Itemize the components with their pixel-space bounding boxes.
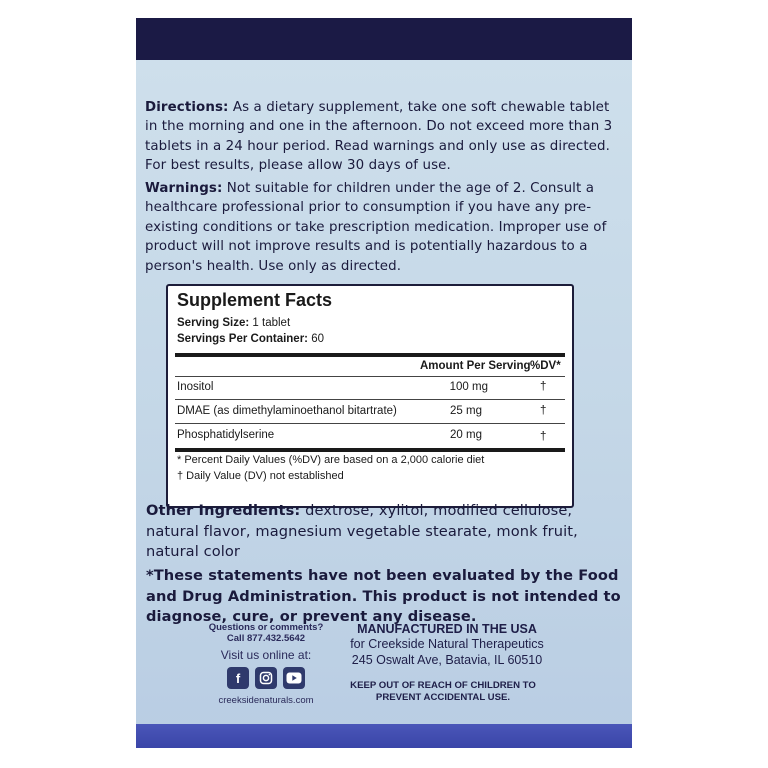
other-ingredients-label: Other Ingredients: <box>146 502 301 519</box>
warnings-paragraph <box>145 179 625 276</box>
serving-size <box>177 317 290 329</box>
supplement-facts-panel <box>166 284 574 508</box>
serving-size-label: Serving Size: <box>177 317 250 329</box>
fda-disclaimer: *These statements have not been evaluated by the Food and Drug Administration. This product is not intended to diagnose, cure, or prevent any disease. <box>146 567 621 625</box>
servings-per-container <box>177 333 324 345</box>
ingredient-amount: 20 mg <box>450 429 482 441</box>
product-label <box>136 18 632 748</box>
ingredient-name: Inositol <box>177 381 214 393</box>
ingredient-name: Phosphatidylserine <box>177 429 275 441</box>
other-ingredients-text: dextrose, xylitol, modified cellulose, natural flavor, magnesium vegetable stearate, monk fruit, natural color <box>146 502 578 560</box>
manufacturer-address: 245 Oswalt Ave, Batavia, IL 60510 <box>351 653 543 667</box>
footnote-dv-not-established: † Daily Value (DV) not established <box>177 470 344 482</box>
dv-header: %DV* <box>530 360 561 372</box>
servings-value: 60 <box>308 333 325 345</box>
warnings-text: Not suitable for children under the age of 2. Consult a healthcare professional prior to consumption if you have any pre-existing conditions or take prescription medication. Improper use of product will not improve results and is potentially hazardous to a person's health. Use only as directed. <box>145 181 607 274</box>
directions-label: Directions: <box>145 100 229 115</box>
social-icons <box>186 667 346 689</box>
contact-block <box>186 622 346 706</box>
manufacturer-block <box>332 622 562 668</box>
questions-text: Questions or comments? <box>208 622 324 633</box>
warnings-label: Warnings: <box>145 181 223 196</box>
manufactured-in-usa: MANUFACTURED IN THE USA <box>357 622 537 636</box>
row-divider <box>175 423 565 424</box>
serving-size-value: 1 tablet <box>249 317 291 329</box>
ingredient-amount: 25 mg <box>450 405 482 417</box>
row-divider <box>175 399 565 400</box>
thick-divider <box>175 448 565 452</box>
servings-label: Servings Per Container: <box>177 333 309 345</box>
directions-text: As a dietary supplement, take one soft chewable tablet in the morning and one in the afternoon. Do not exceed more than 3 tablets in a 24 hour period. Read warnings and only use as directed. For best results, please allow 30 days of use. <box>145 100 613 174</box>
ingredient-dv: † <box>540 431 547 443</box>
amount-per-serving-header: Amount Per Serving <box>420 360 531 372</box>
supplement-facts-title: Supplement Facts <box>177 290 333 310</box>
footnote-percent-dv: * Percent Daily Values (%DV) are based on a 2,000 calorie diet <box>177 454 485 466</box>
ingredient-dv: † <box>540 381 547 393</box>
bottom-color-band <box>136 724 632 748</box>
top-color-band <box>136 18 632 60</box>
other-ingredients-paragraph <box>146 501 626 563</box>
youtube-icon <box>283 667 305 689</box>
ingredient-amount: 100 mg <box>449 381 488 393</box>
directions-paragraph <box>145 98 625 176</box>
keep-out-of-reach-warning: KEEP OUT OF REACH OF CHILDREN TO PREVENT ACCIDENTAL USE. <box>350 680 536 703</box>
ingredient-name: DMAE (as dimethylaminoethanol bitartrate) <box>177 405 397 417</box>
facebook-icon: f <box>227 667 249 689</box>
header-divider <box>175 376 565 377</box>
phone-number: Call 877.432.5642 <box>226 633 306 644</box>
ingredient-dv: † <box>540 405 547 417</box>
visit-online-text: Visit us online at: <box>220 648 312 662</box>
thick-divider <box>175 353 565 357</box>
manufacturer-name: for Creekside Natural Therapeutics <box>350 637 544 651</box>
instagram-icon <box>255 667 277 689</box>
website-text: creeksidenaturals.com <box>218 695 314 706</box>
